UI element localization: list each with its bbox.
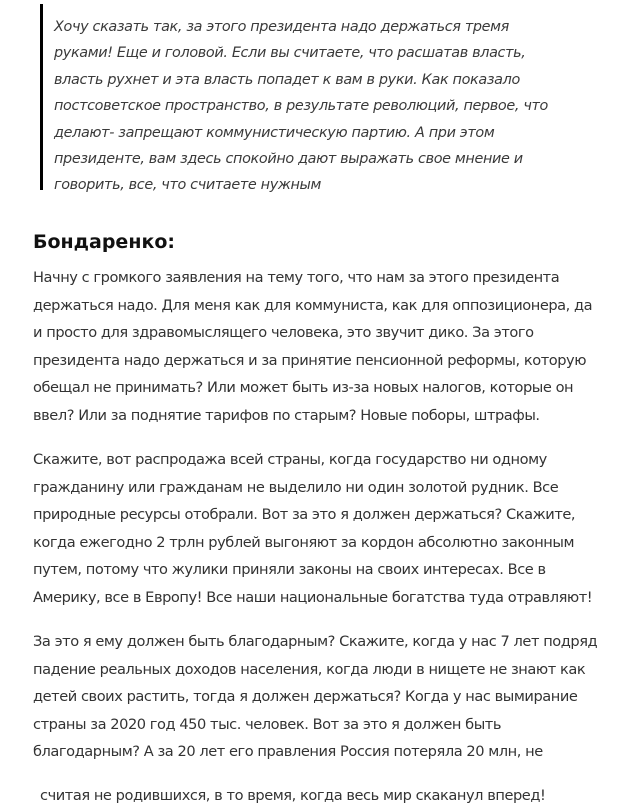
- quote-line: делают- запрещают коммунистическую партию. А при этом: [54, 124, 495, 141]
- paragraph-line: и просто для здравомыслящего человека, это звучит дико. За этого: [33, 324, 534, 341]
- paragraph-line: президента надо держаться и за принятие пенсионной реформы, которую: [33, 351, 587, 369]
- paragraph-line: благодарным? А за 20 лет его правления Россия потеряла 20 млн, не: [33, 743, 543, 760]
- quote-line: постсоветское пространство, в результате революций, первое, что: [54, 98, 548, 115]
- quote-line: руками! Еще и головой. Если вы считаете, что расшатав власть,: [54, 45, 526, 62]
- paragraph-line: Америку, все в Европу! Все наши национальные богатства туда отравляют!: [33, 588, 593, 606]
- paragraph-line: когда ежегодно 2 трлн рублей выгоняют за кордон абсолютно законным: [33, 533, 575, 551]
- quote-line: говорить, все, что считаете нужным: [54, 177, 322, 194]
- paragraph-line: Начну с громкого заявления на тему того, что нам за этого президента: [33, 269, 560, 286]
- quote-line: власть рухнет и эта власть попадет к вам в руки. Как показало: [54, 71, 520, 88]
- paragraph-line: ввел? Или за поднятие тарифов по старым? Новые поборы, штрафы.: [33, 406, 540, 424]
- paragraph: [33, 264, 618, 429]
- paragraph-line: путем, потому что жулики приняли законы на своих интересах. Все в: [33, 561, 546, 578]
- paragraph-line: За это я ему должен быть благодарным? Скажите, когда у нас 7 лет подряд: [33, 633, 598, 650]
- quote-text: [54, 14, 594, 199]
- blockquote: [40, 4, 600, 194]
- paragraph-line: обещал не принимать? Или может быть из-за новых налогов, которые он: [33, 379, 574, 396]
- paragraph: [40, 782, 618, 810]
- paragraph-line: природные ресурсы отобрали. Вот за это я должен держаться? Скажите,: [33, 506, 576, 523]
- paragraph-line: падение реальных доходов населения, когда люди в нищете не знают как: [33, 660, 586, 678]
- paragraph: [33, 446, 618, 611]
- paragraph-line: держаться надо. Для меня как для коммуниста, как для оппозиционера, да: [33, 296, 593, 314]
- quote-line: президенте, вам здесь спокойно дают выражать свое мнение и: [54, 151, 523, 168]
- quote-bar: [40, 4, 43, 190]
- paragraph-line: считая не родившихся, в то время, когда весь мир скаканул вперед!: [40, 787, 546, 804]
- paragraph-line: страны за 2020 год 450 тыс. человек. Вот за это я должен быть: [33, 715, 501, 733]
- speaker-heading: Бондаренко:: [33, 231, 175, 253]
- paragraph-line: Скажите, вот распродажа всей страны, когда государство ни одному: [33, 451, 547, 468]
- paragraph-line: детей своих растить, тогда я должен держаться? Когда у нас вымирание: [33, 688, 578, 705]
- paragraph: [33, 628, 618, 766]
- quote-line: Хочу сказать так, за этого президента надо держаться тремя: [54, 19, 509, 35]
- paragraph-line: гражданину или гражданам не выделило ни один золотой рудник. Все: [33, 478, 559, 496]
